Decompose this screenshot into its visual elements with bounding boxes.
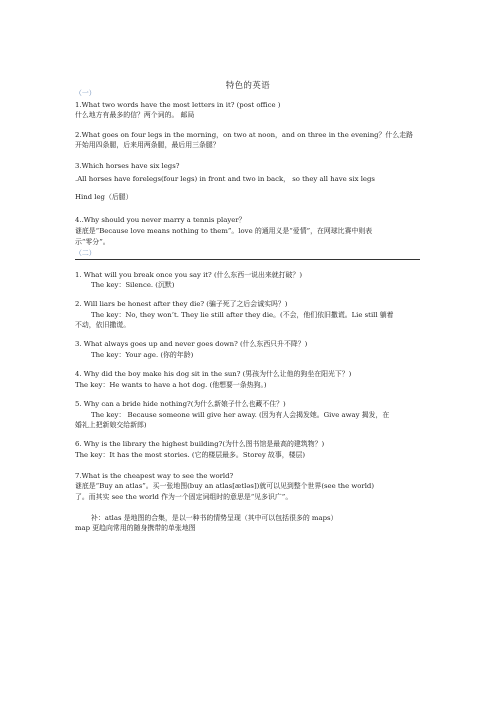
riddle-2-line-2: 开始用四条腿，后来用两条腿，最后用三条腿？ xyxy=(75,141,220,149)
item-1-question: 1. What will you break once you say it? (什么东西一说出来就打破？) xyxy=(75,271,303,279)
riddle-3-answer: .All horses have forelegs(four legs) in front and two in back， so they all have six legs xyxy=(75,175,375,183)
item-3-key: The key：Your age. (你的年龄) xyxy=(91,351,194,359)
riddle-4-question: 4..Why should you never marry a tennis player？ xyxy=(75,216,246,224)
item-2-key: The key：No, they won’t. They lie still after they die。(不会，他们依旧撒谎。Lie still 躺着 xyxy=(91,311,394,319)
riddle-7-line-2: 了。而其实 see the world 作为一个固定词组时的意思是“见多识广”。 xyxy=(75,493,293,501)
riddle-4-line-2: 示“零分”。 xyxy=(75,238,110,246)
section-two-marker: （二） xyxy=(75,249,96,257)
section-one-marker: （一） xyxy=(75,89,96,97)
item-1-key: The key：Silence. (沉默) xyxy=(91,281,175,289)
riddle-7-question: 7.What is the cheapest way to see the world? xyxy=(75,472,234,480)
page-title: 特色的英语 xyxy=(225,80,271,90)
riddle-2-line-1: 2.What goes on four legs in the morning，on two at noon，and on three in the evening？什么走路 xyxy=(75,131,413,139)
supplement-line-2: map 更趋向常用的随身携带的单张地图 xyxy=(75,524,196,532)
item-4-question: 4. Why did the boy make his dog sit in the sun? (男孩为什么让他的狗坐在阳光下？) xyxy=(75,370,352,378)
item-6-question: 6. Why is the library the highest building?(为什么图书馆是最高的建筑物？) xyxy=(75,440,325,448)
riddle-7-line-1: 谜底是“Buy an atlas”。买一张地图(buy an atlas[ætləs])就可以见到整个世界(see the world) xyxy=(75,482,375,490)
riddle-4-line-1: 谜底是“Because love means nothing to them”。love 的通用义是“爱情”，在网球比赛中则表 xyxy=(75,227,373,235)
item-3-question: 3. What always goes up and never goes down? (什么东西只升不降？) xyxy=(75,340,308,348)
riddle-1-question: 1.What two words have the most letters in it? (post office ) xyxy=(75,101,281,109)
riddle-1-answer: 什么地方有最多的信？两个词的。 邮局 xyxy=(75,111,195,119)
item-2-question: 2. Will liars be honest after they die? (骗子死了之后会诚实吗？) xyxy=(75,300,288,308)
item-2-key-cont: 不动，依旧撒谎。 xyxy=(75,321,131,329)
item-6-key: The key：It has the most stories. (它的楼层最多。Storey 故事，楼层) xyxy=(75,451,306,459)
riddle-3-note: Hind leg（后腿） xyxy=(75,193,133,201)
section-divider xyxy=(75,259,420,260)
riddle-3-question: 3.Which horses have six legs? xyxy=(75,162,180,170)
item-5-key-cont: 婚礼上把新娘交给新郎) xyxy=(75,421,147,429)
item-5-key: The key： Because someone will give her away. (因为有人会揭发她。Give away 揭发，在 xyxy=(91,411,390,419)
item-4-key: The key：He wants to have a hot dog. (他想要一条热狗。) xyxy=(75,381,267,389)
supplement-line-1: 补：atlas 是地图的合集，是以一种书的情势呈现（其中可以包括很多的 maps） xyxy=(91,514,338,522)
item-5-question: 5. Why can a bride hide nothing?(为什么新娘子什么也藏不住？) xyxy=(75,400,286,408)
